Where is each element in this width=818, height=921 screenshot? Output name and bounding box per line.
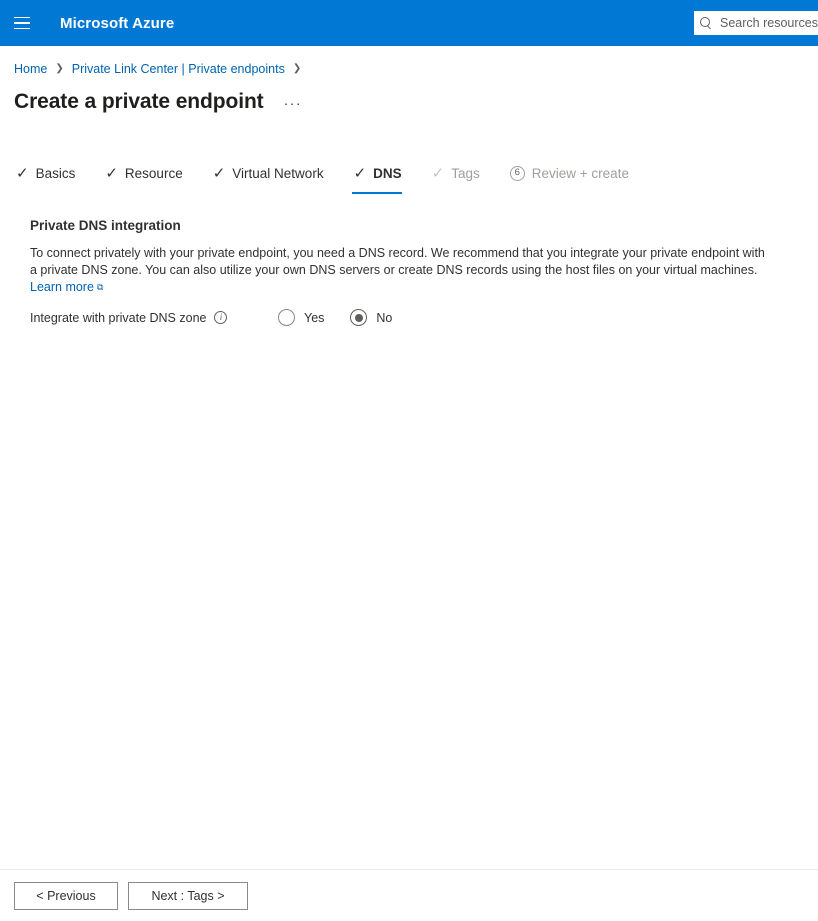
tab-resource-label: Resource <box>124 165 183 181</box>
tab-resource[interactable] <box>103 160 196 194</box>
hamburger-icon[interactable] <box>0 0 44 46</box>
breadcrumb-item-private-link-center[interactable]: Private Link Center | Private endpoints <box>71 62 285 76</box>
tab-review-create-label: Review + create <box>531 165 629 181</box>
info-icon[interactable]: i <box>214 311 227 324</box>
wizard-tabs <box>14 160 804 194</box>
integrate-private-dns-zone-field <box>30 309 804 326</box>
search-icon <box>700 17 712 29</box>
tab-basics-label: Basics <box>35 165 76 181</box>
radio-dot-no <box>350 309 367 326</box>
check-icon: ✓ <box>16 164 29 182</box>
radio-option-yes[interactable] <box>278 309 324 326</box>
check-icon: ✓ <box>105 164 118 182</box>
section-title: Private DNS integration <box>30 218 181 233</box>
tab-dns-label: DNS <box>373 165 402 181</box>
chevron-right-icon: ❯ <box>55 63 64 74</box>
external-link-icon: ⧉ <box>96 282 104 292</box>
next-button[interactable]: Next : Tags > <box>128 882 248 910</box>
page-title: Create a private endpoint <box>14 90 264 113</box>
private-dns-integration-section <box>14 218 804 326</box>
previous-button[interactable]: < Previous <box>14 882 118 910</box>
breadcrumb <box>14 62 804 76</box>
tab-virtual-network-label: Virtual Network <box>232 165 324 181</box>
field-label-group <box>30 311 278 325</box>
integrate-dns-zone-radio-group <box>278 309 392 326</box>
brand-title: Microsoft Azure <box>60 14 175 32</box>
radio-label-no: No <box>376 310 393 325</box>
integrate-dns-zone-label: Integrate with private DNS zone <box>30 310 207 325</box>
page-content <box>0 62 818 326</box>
learn-more-link[interactable]: Learn more <box>30 280 94 294</box>
tab-tags[interactable] <box>430 160 494 194</box>
wizard-footer <box>0 869 818 921</box>
global-search[interactable] <box>694 11 818 35</box>
step-number-badge: 6 <box>510 166 525 181</box>
tab-dns[interactable] <box>352 160 416 194</box>
tab-tags-label: Tags <box>451 165 480 181</box>
search-input[interactable] <box>718 15 818 31</box>
tab-review-create[interactable] <box>508 160 643 194</box>
breadcrumb-item-home[interactable]: Home <box>14 62 48 76</box>
check-icon: ✓ <box>353 164 367 182</box>
more-options-button[interactable]: ··· <box>283 95 303 111</box>
radio-dot-yes <box>278 309 295 326</box>
section-description <box>30 245 765 297</box>
section-description-text: To connect privately with your private endpoint, you need a DNS record. We recommend that you integrate your private endpoint with a private DNS zone. You can also utilize your own DNS servers or create DNS records using the host files on your virtual machines. <box>30 246 765 277</box>
radio-label-yes: Yes <box>304 310 325 325</box>
check-icon: ✓ <box>431 164 445 182</box>
tab-basics[interactable] <box>14 160 89 194</box>
check-icon: ✓ <box>212 164 226 182</box>
page-header <box>14 90 804 114</box>
chevron-right-icon: ❯ <box>292 63 302 74</box>
radio-option-no[interactable] <box>350 309 392 326</box>
tab-virtual-network[interactable] <box>211 160 338 194</box>
top-navigation-bar <box>0 0 818 46</box>
